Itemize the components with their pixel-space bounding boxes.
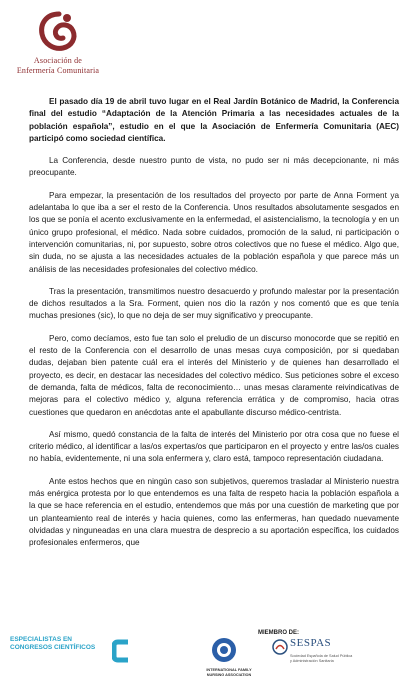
paragraph: Ante estos hechos que en ningún caso son subjetivos, queremos trasladar al Ministerio nuestra más enérgica protesta por lo que entendemos es una falta de respeto hacia la población española a la que se hace referencia en el estudio, entendemos que más por una cuestión de marketing que por un planteamiento real de interés y hacia quienes, como las enfermeras, han quedado nuevamente olvidadas y ninguneadas en una clara muestra de desprecio a su aportación específica, los cuidados profesionales enfermeros, que [29,476,399,548]
iafn-name [196,668,262,677]
org-name [10,56,106,76]
paragraph: Tras la presentación, transmitimos nuestro desacuerdo y profundo malestar por la presentación de dichos resultados a la Sra. Forment, quien nos dio la razón y nos comentó que es que tenía muchas presiones (sic), lo que no deja de ser muy significativo y preocupante. [29,286,399,321]
footer [0,622,420,687]
congress-specialists-label [10,636,100,652]
org-name-line1: Asociación de [33,56,83,65]
letter-body [29,96,399,560]
footer-left-line1: ESPECIALISTAS EN [10,636,73,643]
iafn-line1: INTERNATIONAL FAMILY [206,668,252,672]
aec-logo-icon [36,10,82,56]
paragraph: Para empezar, la presentación de los resultados del proyecto por parte de Anna Forment ya adelantaba lo que iba a ser el resto de la Conferencia. Unos resultados absolutamente sesgados en los que se ponía el acento exclusivamente en la enfermedad, el asistencialismo, la tecnología y en un único grupo profesional, el médico. Nada sobre cuidados, promoción de la salud, ni participación o intervención comunitarias, ni, por supuesto, sobre otros colectivos que no fuese el médico. Algo que, sin duda, no se ajusta a las necesidades actuales de la población española y que parece más un análisis de las necesidades profesionales del colectivo médico. [29,190,399,274]
footer-left-line2: CONGRESOS CIENTÍFICOS [10,644,96,651]
paragraph-intro [29,96,399,145]
member-of-label: MIEMBRO DE: [258,630,299,636]
intro-bold-text: El pasado día 19 de abril tuvo lugar en el Real Jardín Botánico de Madrid, la Conferencia final del estudio “Adaptación de la Atención Primaria a las necesidades actuales de la población española”, estudio en el que la Asociación de Enfermería Comunitaria (AEC) participó como sociedad científica. [29,97,399,143]
sespas-sub-line1: Sociedad Española de Salud Pública [290,654,353,658]
sespas-sub-line2: y Administración Sanitaria [290,658,334,663]
iafn-line2: NURSING ASSOCIATION [206,672,252,677]
paragraph: Pero, como decíamos, esto fue tan solo el preludio de un discurso monocorde que se repitió en el resto de la Conferencia con el desarrollo de unas mesas cuya composición, por si quedaban dudas, dejaban bien patente cuál era el interés del Ministerio y de quienes han desarrollado el proyecto, es decir, en destacar las necesidades del colectivo médico. Sus peticiones sobre el exceso de demanda, falta de médicos, falta de reconocimiento… unas mesas claramente reivindicativas de mejoras para el colectivo médico y, alguna referencia errática y de compromiso, hacia otras cuestiones que quedaron en anécdotas ante el apabullante discurso médico-centrista. [29,333,399,417]
paragraph: La Conferencia, desde nuestro punto de vista, no pudo ser ni más decepcionante, ni más preocupante. [29,156,399,178]
congress-c-logo-icon [112,638,130,664]
iafn-globe-icon [210,636,238,664]
sespas-emblem-icon [272,639,288,655]
letterhead [0,0,420,100]
sespas-subtitle [290,654,400,663]
org-name-line2: Enfermería Comunitaria [16,66,100,75]
paragraph: Así mismo, quedó constancia de la falta de interés del Ministerio por otra cosa que no fuese el criterio médico, al identificar a las/os expertas/os que participaron en el proyecto y entre las/os cuales no había, evidentemente, ni una sola enfermera y, claro está, tampoco representación ciudadana. [29,429,399,464]
sespas-name: SESPAS [290,637,332,649]
